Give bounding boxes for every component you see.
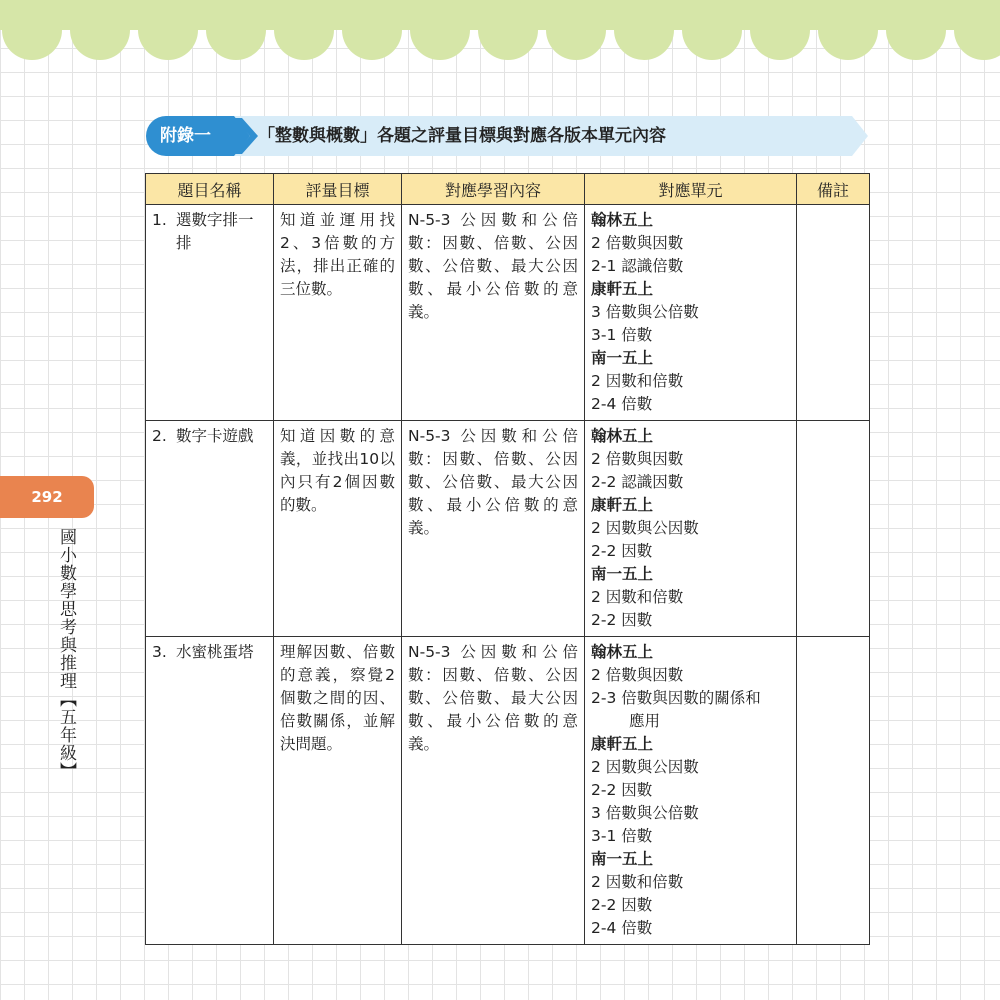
header-learning-content: 對應學習內容 (402, 174, 585, 205)
unit-item: 2-1 認識倍數 (591, 257, 684, 275)
version-name: 南一五上 (591, 349, 654, 367)
version-name: 翰林五上 (591, 643, 654, 661)
appendix-label: 附錄一 (160, 126, 211, 146)
unit-item: 3-1 倍數 (591, 827, 653, 845)
unit-item: 2-2 因數 (591, 896, 653, 914)
question-number: 3. (152, 643, 167, 661)
header-question-name: 題目名稱 (146, 174, 274, 205)
unit-list (585, 637, 797, 945)
unit-item: 2-4 倍數 (591, 395, 653, 413)
question-name-cell (146, 205, 274, 421)
unit-item: 2-2 因數 (591, 542, 653, 560)
question-name: 選數字排一排 (176, 211, 254, 252)
table-row (146, 205, 870, 421)
version-name: 南一五上 (591, 850, 654, 868)
learning-content: N-5-3 公因數和公倍數：因數、倍數、公因數、公倍數、最大公因數、最小公倍數的意義。 (402, 637, 585, 945)
unit-item: 2-2 認識因數 (591, 473, 684, 491)
version-name: 康軒五上 (591, 735, 654, 753)
unit-item-continuation: 應用 (629, 712, 661, 730)
question-name-cell (146, 421, 274, 637)
unit-item: 2 倍數與因數 (591, 234, 684, 252)
header-note: 備註 (797, 174, 870, 205)
unit-item: 3-1 倍數 (591, 326, 653, 344)
book-side-title: 國小數學思考與推理【五年級】 (56, 528, 76, 780)
unit-item: 2 因數和倍數 (591, 588, 684, 606)
appendix-title: 「整數與概數」各題之評量目標與對應各版本單元內容 (258, 126, 666, 146)
assessment-goal: 知道並運用找2、3倍數的方法，排出正確的三位數。 (274, 205, 402, 421)
unit-item: 3 倍數與公倍數 (591, 303, 699, 321)
unit-item: 2-3 倍數與因數的關係和 (591, 689, 761, 707)
header-assessment-goal: 評量目標 (274, 174, 402, 205)
note-cell (797, 421, 870, 637)
question-number: 2. (152, 427, 167, 445)
learning-content: N-5-3 公因數和公倍數：因數、倍數、公因數、公倍數、最大公因數、最小公倍數的意義。 (402, 205, 585, 421)
unit-item: 2 倍數與因數 (591, 666, 684, 684)
table-row (146, 421, 870, 637)
version-name: 翰林五上 (591, 211, 654, 229)
unit-item: 2-4 倍數 (591, 919, 653, 937)
unit-list (585, 421, 797, 637)
unit-item: 3 倍數與公倍數 (591, 804, 699, 822)
unit-item: 2 倍數與因數 (591, 450, 684, 468)
unit-item: 2 因數和倍數 (591, 372, 684, 390)
unit-item: 2 因數與公因數 (591, 758, 699, 776)
table-row (146, 637, 870, 945)
header-corresponding-unit: 對應單元 (585, 174, 797, 205)
assessment-goal: 理解因數、倍數的意義，察覺2個數之間的因、倍數關係，並解決問題。 (274, 637, 402, 945)
note-cell (797, 205, 870, 421)
version-name: 康軒五上 (591, 496, 654, 514)
unit-item: 2 因數和倍數 (591, 873, 684, 891)
question-name-cell (146, 637, 274, 945)
unit-list (585, 205, 797, 421)
page-number: 292 (0, 476, 94, 518)
version-name: 康軒五上 (591, 280, 654, 298)
question-number: 1. (152, 211, 167, 229)
version-name: 翰林五上 (591, 427, 654, 445)
note-cell (797, 637, 870, 945)
unit-item: 2-2 因數 (591, 781, 653, 799)
question-name: 水蜜桃蛋塔 (176, 643, 254, 661)
table-header-row (146, 174, 870, 205)
assessment-table (145, 173, 870, 945)
unit-item: 2-2 因數 (591, 611, 653, 629)
version-name: 南一五上 (591, 565, 654, 583)
unit-item: 2 因數與公因數 (591, 519, 699, 537)
appendix-banner (146, 116, 868, 156)
question-name: 數字卡遊戲 (176, 427, 254, 445)
assessment-goal: 知道因數的意義，並找出10以內只有2個因數的數。 (274, 421, 402, 637)
learning-content: N-5-3 公因數和公倍數：因數、倍數、公因數、公倍數、最大公因數、最小公倍數的意義。 (402, 421, 585, 637)
scalloped-header-decoration (0, 0, 1000, 62)
